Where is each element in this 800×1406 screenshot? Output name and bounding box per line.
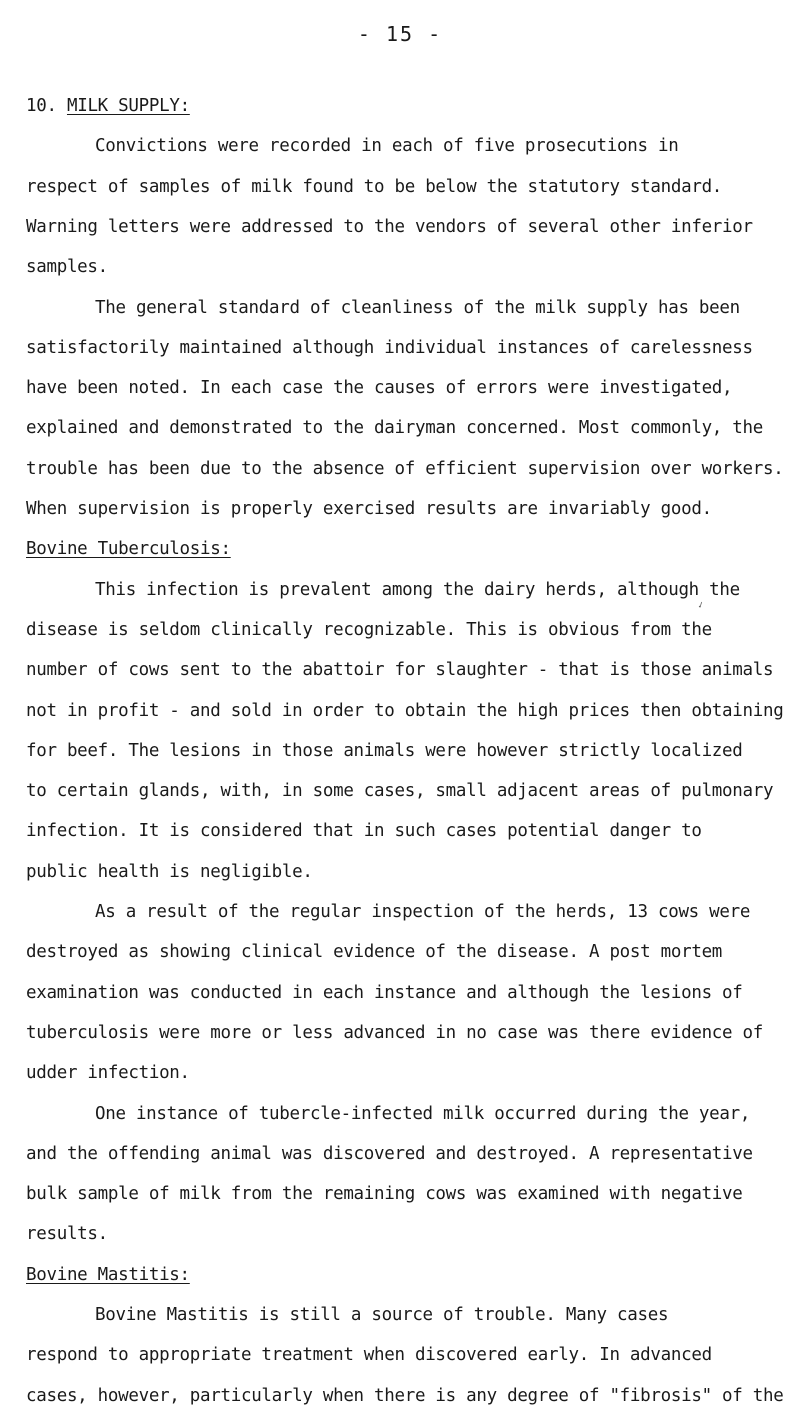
text-line: As a result of the regular inspection of the herds, 13 cows were xyxy=(95,902,751,922)
text-line: disease is seldom clinically recognizable. This is obvious from the xyxy=(26,620,712,640)
text-line: This infection is prevalent among the dairy herds, although the xyxy=(95,580,740,600)
subsection-heading-tuberculosis: Bovine Tuberculosis: xyxy=(26,539,231,559)
text-line: respond to appropriate treatment when discovered early. In advanced xyxy=(26,1345,712,1365)
text-line: satisfactorily maintained although individual instances of carelessness xyxy=(26,338,753,358)
text-line: trouble has been due to the absence of efficient supervision over workers. xyxy=(26,459,784,479)
text-line: destroyed as showing clinical evidence of the disease. A post mortem xyxy=(26,942,723,962)
text-line: infection. It is considered that in such cases potential danger to xyxy=(26,821,702,841)
section-number: 10. xyxy=(26,96,57,116)
section-heading xyxy=(26,96,190,116)
text-line: The general standard of cleanliness of the milk supply has been xyxy=(95,298,740,318)
text-line: When supervision is properly exercised results are invariably good. xyxy=(26,499,712,519)
text-line: explained and demonstrated to the dairyman concerned. Most commonly, the xyxy=(26,418,763,438)
text-line: results. xyxy=(26,1224,108,1244)
text-line: have been noted. In each case the causes of errors were investigated, xyxy=(26,378,733,398)
text-line: One instance of tubercle-infected milk occurred during the year, xyxy=(95,1104,751,1124)
text-line: public health is negligible. xyxy=(26,862,313,882)
text-line: examination was conducted in each instance and although the lesions of xyxy=(26,983,743,1003)
text-line: not in profit - and sold in order to obtain the high prices then obtaining xyxy=(26,701,784,721)
text-line: Bovine Mastitis is still a source of trouble. Many cases xyxy=(95,1305,669,1325)
handwritten-tick-mark: ✓ xyxy=(696,599,706,612)
text-line: for beef. The lesions in those animals were however strictly localized xyxy=(26,741,743,761)
text-line: udder infection. xyxy=(26,1063,190,1083)
text-line: samples. xyxy=(26,257,108,277)
text-line: cases, however, particularly when there is any degree of "fibrosis" of the xyxy=(26,1386,784,1406)
text-line: Warning letters were addressed to the vendors of several other inferior xyxy=(26,217,753,237)
text-line: tuberculosis were more or less advanced in no case was there evidence of xyxy=(26,1023,763,1043)
text-line: to certain glands, with, in some cases, small adjacent areas of pulmonary xyxy=(26,781,774,801)
text-line: Convictions were recorded in each of five prosecutions in xyxy=(95,136,679,156)
page-number: - 15 - xyxy=(357,22,443,46)
text-line: bulk sample of milk from the remaining cows was examined with negative xyxy=(26,1184,743,1204)
text-line: respect of samples of milk found to be below the statutory standard. xyxy=(26,177,723,197)
text-line: and the offending animal was discovered and destroyed. A representative xyxy=(26,1144,753,1164)
subsection-heading-mastitis: Bovine Mastitis: xyxy=(26,1265,190,1285)
section-title: MILK SUPPLY: xyxy=(66,96,190,116)
text-line: number of cows sent to the abattoir for slaughter - that is those animals xyxy=(26,660,774,680)
